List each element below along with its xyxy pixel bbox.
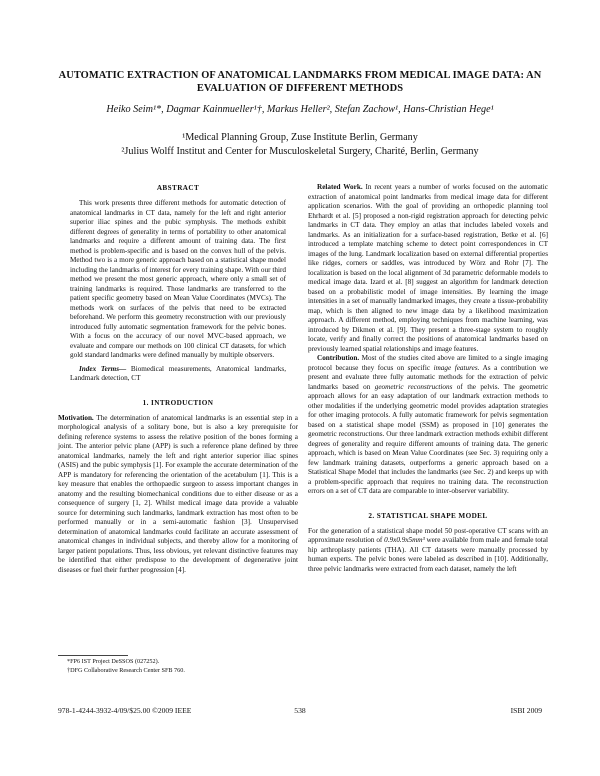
contribution-paragraph	[308, 354, 548, 497]
section-1-heading: 1. INTRODUCTION	[142, 398, 214, 407]
abstract-text: This work presents three different methods for automatic detection of anatomical landmarks in CT data, namely for the left and right anterior superior iliac spines and the pubic symphysis. The methods exhibit different degrees of generality in terms of portability to other anatomical landmarks and require a different amount of training data. The first method is problem-specific and is based on the convex hull of the pelvis. Method two is a more generic approach based on a statistical shape model including the landmarks of interest for every training shape. With our third method we present the most generic approach, where only a small set of training landmarks is required. Those landmarks are transferred to the patient specific geometry based on Mean Value Coordinates (MVCs). The methods work on surfaces of the pelvis that need to be extracted beforehand. We perform this geometry reconstruction with our previously introduced fully automatic segmentation framework for the pelvic bones. With a focus on the accuracy of our novel MVC-based approach, we evaluate and compare our methods on 100 clinical CT datasets, for which gold standard landmarks were defined manually by multiple observers.	[70, 199, 286, 359]
left-column	[58, 183, 298, 575]
paper-title: AUTOMATIC EXTRACTION OF ANATOMICAL LANDMARKS FROM MEDICAL IMAGE DATA: AN EVALUATION OF DIFFERENT METHODS	[58, 70, 542, 94]
index-terms	[70, 365, 286, 384]
footnote-divider	[58, 655, 128, 656]
author-list: Heiko Seim¹*, Dagmar Kainmueller¹†, Markus Heller², Stefan Zachow¹, Hans-Christian Hege¹	[106, 104, 494, 115]
motivation-label: Motivation.	[58, 413, 94, 422]
affiliations	[40, 131, 560, 159]
footer-page-number: 538	[294, 706, 306, 715]
contribution-text-3: of the pelvis. The geometric approach allows for an easy adaptation of our landmark extraction methods to other modalities if the underlying geometric model provides adaptation strategies for other imaging protocols. A fully automatic framework for pelvis segmentation based on a statistical shape model (SSM) as proposed in [10] generates the geometric reconstructions. Our three landmark extraction methods exhibit different degrees of generality and require different amounts of training data. The generic approach, which is based on Mean Value Coordinates (see Sec. 3) requiring only a few landmark training datasets, outperforms a generic approach based on a Statistical Shape Model that includes the landmarks (see Sec. 2) and keeps up with a problem-specific approach that requires no training data. The reconstruction errors on a set of CT data are comparable to inter-observer variability.	[308, 382, 549, 495]
ssm-paragraph	[308, 527, 548, 575]
abstract-block	[58, 199, 298, 384]
ssm-text-1: For the generation of a statistical shape model 50 post-operative CT scans with an approximate resolution of	[308, 526, 548, 544]
ssm-resolution: 0.9x0.9x5mm³	[384, 536, 425, 544]
footnotes	[58, 658, 298, 675]
contribution-text-1: Most of the studies cited above are limited to a single imaging protocol because they focus on specific	[308, 354, 548, 372]
motivation-paragraph	[58, 414, 298, 576]
affiliation-2: ²Julius Wolff Institut and Center for Musculoskeletal Surgery, Charité, Berlin, Germany	[121, 146, 479, 157]
footnote-1: *FP6 IST Project DeSSOS (027252).	[67, 658, 160, 665]
contribution-emphasis-2: geometric reconstructions	[374, 382, 453, 391]
footer-venue: ISBI 2009	[510, 706, 542, 715]
footnote-2: †DFG Collaborative Research Center SFB 760.	[67, 666, 185, 674]
contribution-label: Contribution.	[317, 354, 360, 362]
contribution-emphasis-1: image features	[433, 363, 478, 372]
motivation-text: The determination of anatomical landmarks is an essential step in a morphological analysis of a solitary bone, but is also a key prerequisite for defining reference systems to assess the relative position of the bones forming a joint. The anterior pelvic plane (APP) is such a reference plane defined by three anatomical landmarks, namely the left and right anterior superior iliac spines (ASIS) and the pubic symphysis [1]. For example the accurate determination of the APP is mandatory for referencing the orientation of the acetabulum [1]. This is a key measure that enables the orthopaedic surgeon to assess important changes in anatomy and the resulting biomechanical conditions due to either disease or as a consequence of surgery [1, 2]. Whilst medical image data provide a valuable source for determining such landmarks, landmark extraction has most often to be performed manually or in a semi-automatic fashion [3]. Unsupervised determination of anatomical landmarks could facilitate an accurate assessment of anatomical changes in individual subjects, and thereby allow for a monitoring of larger patient populations. Thus, less obvious, yet relevant distinctive features may be identified that either predispose to the development of degenerative joint diseases or fuel their further progression [4].	[58, 413, 298, 574]
contribution-text-2: . As a contribution we present and evaluate three fully automatic methods for the extraction of pelvic landmarks based on	[308, 363, 548, 391]
ssm-text-2: were available from male and female total hip arthroplasty patients (THA). All CT datasets were manually processed by human experts. The pelvic bones were labeled as described in [10]. Additionally, three pelvic landmarks were extracted from each dataset, namely the left	[308, 536, 548, 573]
related-work-paragraph	[308, 183, 548, 354]
related-work-label: Related Work.	[317, 183, 363, 191]
index-terms-label: Index Terms—	[79, 364, 127, 373]
related-work-text: In recent years a number of works focused on the automatic extraction of anatomical point landmarks from medical image data for different application scenarios. With the goal of providing an orthopedic planning tool Ehrhardt et al. [5] proposed a non-rigid registration approach for detecting pelvic landmarks in CT data. They employ an atlas that includes labeled voxels and landmarks. As an initialization for a surface-based registration, Betke et al. [6] introduced a template matching scheme to detect point correspondences in CT images of the lung. Landmark localization based on external differential properties like ridges, corners or saddles, was introduced by Wörz and Rohr [7]. The localization is based on the local alignment of 3d parametric deformable models to medical image data. Izard et al. [8] suggest an algorithm for landmark detection based on a probabilistic model of image intensities. By learning the image intensities in a set of manually landmarked images, they create a tissue-probability map, which is then aligned to new image data by a likelihood maximization approach. A different method, employing techniques from machine learning, was introduced by Dikmen et al. [9]. They present a three-stage system to roughly locate, verify and finally correct the positions of anatomical landmarks based on previously learned spatial relationships and image features.	[308, 183, 548, 353]
footer-isbn: 978-1-4244-3932-4/09/$25.00 ©2009 IEEE	[58, 706, 192, 715]
right-column	[308, 183, 548, 574]
section-2-heading: 2. STATISTICAL SHAPE MODEL	[368, 511, 488, 520]
abstract-heading: ABSTRACT	[156, 184, 200, 192]
affiliation-1: ¹Medical Planning Group, Zuse Institute Berlin, Germany	[182, 132, 418, 143]
index-terms-text: Biomedical measurements, Anatomical landmarks, Landmark detection, CT	[70, 364, 286, 382]
